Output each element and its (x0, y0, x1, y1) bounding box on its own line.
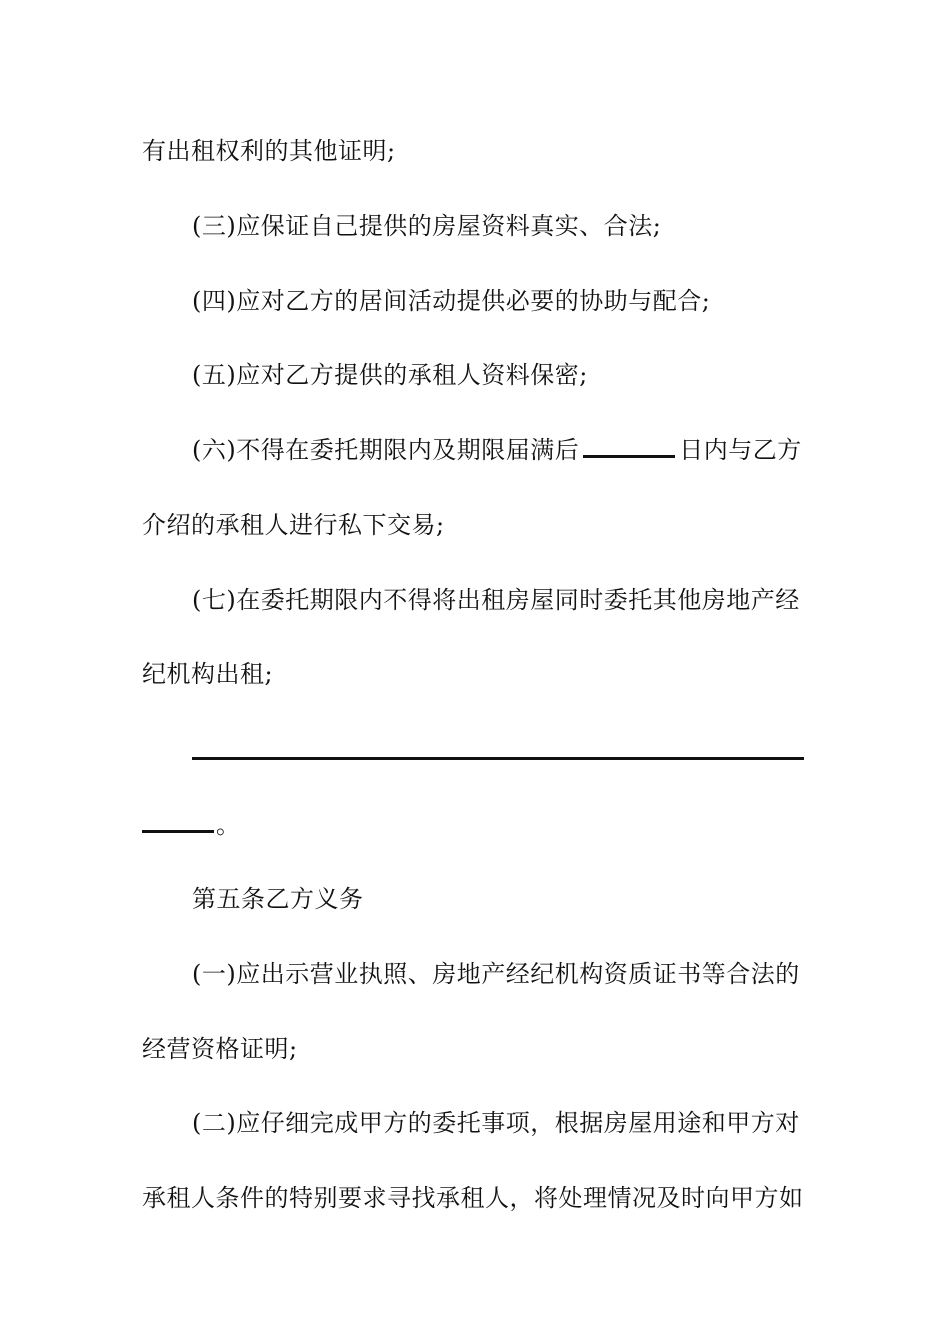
clause-7-continued: 纪机构出租; (142, 660, 274, 688)
fill-in-blank-continued (142, 810, 808, 840)
clause-6 (192, 435, 808, 465)
paragraph-line: 有出租权利的其他证明; (142, 137, 396, 165)
clause-6-continued: 介绍的承租人进行私下交易; (142, 511, 445, 539)
fill-in-blank-short-line[interactable] (142, 814, 214, 833)
clause-6-text-after: 日内与乙方 (679, 436, 802, 464)
clause-b2: (二)应仔细完成甲方的委托事项，根据房屋用途和甲方对 (192, 1109, 800, 1137)
clause-5: (五)应对乙方提供的承租人资料保密; (192, 361, 588, 389)
clause-b2-continued: 承租人条件的特别要求寻找承租人，将处理情况及时向甲方如 (142, 1184, 804, 1212)
fill-in-blank-long-line[interactable] (192, 757, 804, 760)
clause-6-text-before: (六)不得在委托期限内及期限届满后 (192, 436, 580, 464)
clause-b1: (一)应出示营业执照、房地产经纪机构资质证书等合法的 (192, 960, 800, 988)
clause-7: (七)在委托期限内不得将出租房屋同时委托其他房地产经 (192, 586, 800, 614)
clause-4: (四)应对乙方的居间活动提供必要的协助与配合; (192, 287, 711, 315)
clause-3: (三)应保证自己提供的房屋资料真实、合法; (192, 212, 662, 240)
article-5-heading: 第五条乙方义务 (192, 885, 364, 913)
fill-in-blank-days[interactable] (583, 451, 675, 458)
period-mark: 。 (216, 811, 241, 839)
clause-b1-continued: 经营资格证明; (142, 1035, 298, 1063)
